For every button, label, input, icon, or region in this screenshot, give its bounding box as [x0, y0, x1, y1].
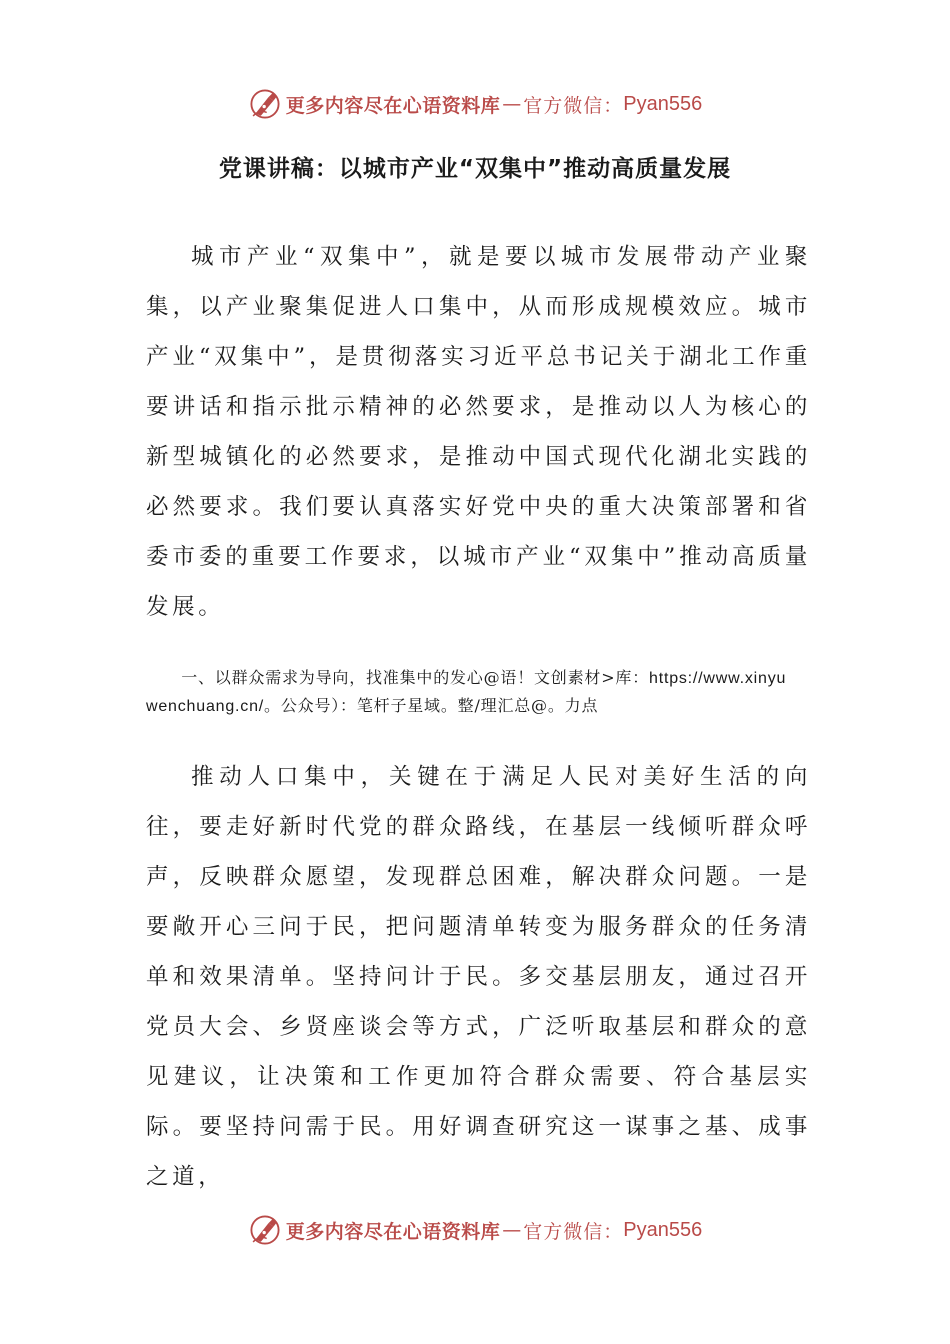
- body-paragraph-1: 城市产业“双集中”，就是要以城市发展带动产业聚集，以产业聚集促进人口集中，从而形成规模效应。城市产业“双集中”，是贯彻落实习近平总书记关于湖北工作重要讲话和指示批示精神的必然要求，是推动以人为核心的新型城镇化的必然要求，是推动中国式现代化湖北实践的必然要求。我们要认真落实好党中央的重大决策部署和省委市委的重要工作要求，以城市产业“双集中”推动高质量发展。: [146, 244, 811, 620]
- pen-nib-logo-icon: [248, 87, 282, 121]
- banner-dash: —: [502, 1219, 522, 1241]
- section-heading-url: https://www.xinyuwenchuang.cn/: [146, 670, 787, 715]
- banner-brand-text: 更多内容尽在心语资料库: [285, 94, 501, 117]
- banner-official-label: 官方微信：: [523, 1220, 624, 1243]
- banner-dash: —: [502, 93, 522, 115]
- section-heading-text: 一、以群众需求为导向，找准集中的发心@语！文创素材>库：: [181, 668, 649, 687]
- banner-brand-text: 更多内容尽在心语资料库: [285, 1220, 501, 1243]
- footer-watermark-banner: [0, 1210, 950, 1250]
- banner-wechat-id: Pyan556: [623, 92, 703, 115]
- body-paragraph-2: 推动人口集中，关键在于满足人民对美好生活的向往，要走好新时代党的群众路线，在基层一线倾听群众呼声，反映群众愿望，发现群总困难，解决群众问题。一是要敞开心三问于民，把问题清单转变为服务群众的任务清单和效果清单。坚持问计于民。多交基层朋友，通过召开党员大会、乡贤座谈会等方式，广泛听取基层和群众的意见建议，让决策和工作更加符合群众需要、符合基层实际。要坚持问需于民。用好调查研究这一谋事之基、成事之道，: [146, 764, 811, 1190]
- banner-official-label: 官方微信：: [523, 94, 624, 117]
- header-watermark-banner: [0, 84, 950, 124]
- banner-wechat-id: Pyan556: [623, 1218, 703, 1241]
- section-heading-suffix: 。公众号）：笔杆子星域。整/理汇总@。力点: [264, 696, 599, 715]
- pen-nib-logo-icon: [248, 1213, 282, 1247]
- document-title: 党课讲稿：以城市产业“双集中”推动高质量发展: [218, 156, 732, 182]
- section-heading-1: [146, 664, 796, 720]
